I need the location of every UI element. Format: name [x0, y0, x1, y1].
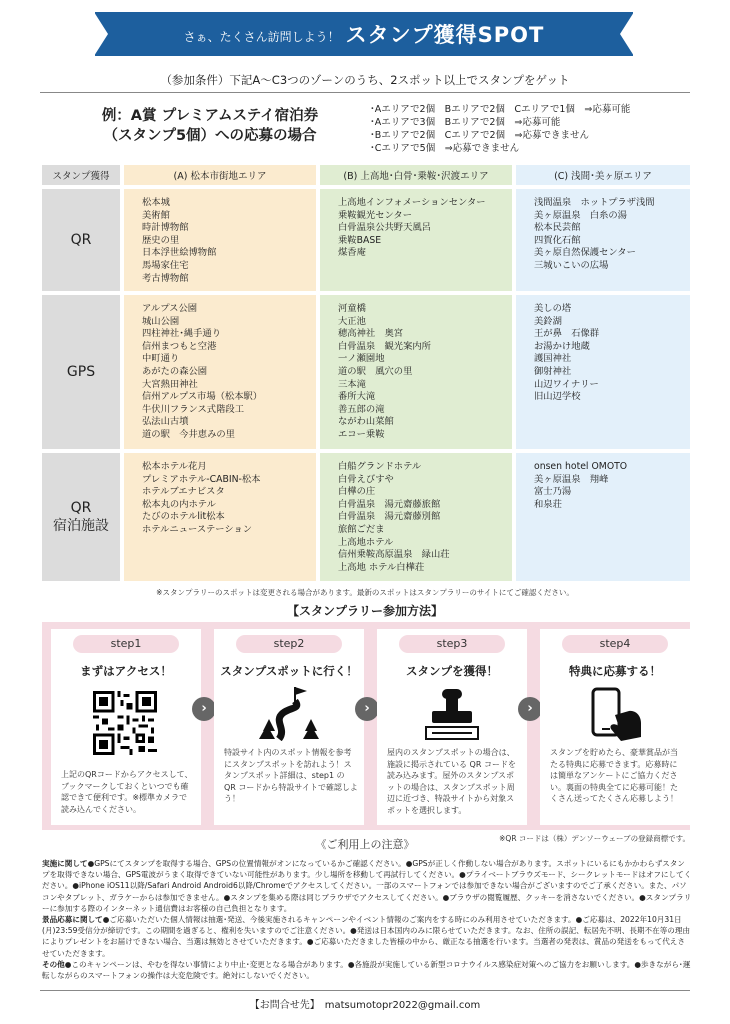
row-label-text: QR [70, 500, 92, 516]
contact-info[interactable]: 【お問合せ先】 matsumotopr2022@gmail.com [249, 1000, 481, 1011]
step-text: 上記のQRコードからアクセスして、ブックマークしておくといつでも確認できて便利です。※標準カメラで読み込んでください。 [61, 770, 193, 814]
howto-title: 【スタンプラリー参加方法】 [286, 604, 443, 618]
title-banner [95, 12, 633, 56]
cell-lodging-area-b: 白船グランドホテル 白骨えびすや 白樺の庄 白骨温泉 湯元齋藤旅館 白骨温泉 湯元齋藤別館 旅館ごだま 上高地ホテル 信州乗鞍高原温泉 緑山荘 上高地 ホテル白樺荘 [320, 453, 512, 581]
cell-gps-area-a: アルプス公園 城山公園 四柱神社･縄手通り 信州まつもと空港 中町通り あがたの森公園 大宮熱田神社 信州アルプス市場（松本駅） 牛伏川フランス式階段工 弘法山古墳 道の駅 今井恵みの里 [124, 295, 316, 449]
step-card-1 [51, 629, 201, 825]
row-label-subtext: 宿泊施設 [53, 518, 109, 534]
step-title: まずはアクセス！ [80, 664, 172, 678]
step-card-2 [214, 629, 364, 825]
step-title: 特典に応募する！ [569, 664, 661, 678]
note-body: ●このキャンペーンは、やむを得ない事情により中止･変更となる場合があります。●各施設が実施している新型コロナウイルス感染症対策へのご協力をお願いします。●歩きながら･運転しながらのスマートフォンの操作は大変危険です。絶対にしないでください。 [42, 959, 691, 981]
row-label-qr-lodging [42, 453, 120, 581]
row-label-qr [42, 189, 120, 291]
header-area-c: (C) 浅間･美ヶ原エリア [516, 165, 690, 185]
row-label-gps [42, 295, 120, 449]
note-heading: 実施に関して [42, 859, 88, 868]
step-card-3 [377, 629, 527, 825]
arrow-right-icon: › [518, 697, 542, 721]
step-tag: step3 [399, 635, 505, 653]
divider [40, 92, 690, 93]
step-text: スタンプを貯めたら、豪華賞品が当たる特典に応募できます。応募時には簡単なアンケートにご協力ください。裏面の特典全てに応募可能！たくさん送ってたくさん応募しよう！ [550, 748, 678, 803]
cell-qr-area-a: 松本城 美術館 時計博物館 歴史の里 日本浮世絵博物館 馬場家住宅 考古博物館 [124, 189, 316, 291]
rule-item: ･Bエリアで2個 Cエリアで2個 ⇒応募できません [370, 130, 590, 141]
note-prize [42, 914, 692, 959]
step-title: スタンプスポットに行く！ [220, 664, 358, 678]
divider [40, 990, 690, 991]
step-text: 屋内のスタンプスポットの場合は、施設に掲示されている QR コードを読み込みます。屋外のスタンプスポットの場合は、スタンプスポット周辺に近づき、特設サイトから対象スポットを選択します。 [387, 748, 516, 815]
rule-item: ･Cエリアで5個 ⇒応募できません [370, 143, 520, 154]
qr-code-icon[interactable] [93, 691, 157, 755]
cell-qr-area-b: 上高地インフォメーションセンター 乗鞍観光センター 白骨温泉公共野天風呂 乗鞍BASE 煤香庵 [320, 189, 512, 291]
qr-trademark-note: ※QR コードは（株）デンソーウェーブの登録商標です。 [499, 834, 690, 843]
participation-condition: （参加条件）下記A～C3つのゾーンのうち、2スポット以上でスタンプをゲット [160, 73, 570, 87]
note-body: ●ご応募いただいた個人情報は抽選･発送、今後実施されるキャンペーンやイベント情報のご案内をする時にのみ利用させていただきます。●ご応募は、2022年10月31日(月)23:59受信分が締切です。この期間を過ぎると、権利を失いますのでご注意ください。●発送は日本国内のみに限らせていただきます。なお、住所の誤記、転居先不明、長期不在等の理由によりプレゼントをお届けできない場合、当選は無効とさせていただきます。●ご応募いただきました皆様の中から、厳正なる抽選を行います。当選者の発表は、賞品の発送をもって代えさせていただきます。 [42, 915, 691, 958]
note-heading: 景品応募に関して [42, 915, 103, 925]
step-tag: step1 [73, 635, 179, 653]
row-label-text: QR [70, 232, 92, 248]
example-heading [70, 106, 350, 146]
note-body: ●GPSにてスタンプを取得する場合、GPSの位置情報がオンになっているかご確認ください。●GPSが正しく作動しない場合があります。スポットにいるにもかかわらずスタンプを取得できない場合、GPS電波がうまく取得できていない可能性があります。少し場所を移動して再試行してください。●プライベートブラウズモード、シークレットモードはオフにしてください。●iPhone iOS11以降/Safari Android Android6以降/Chromeでアクセスしてください。一部のスマートフォンでは参加できない場合がございますのでご了承ください。また、パソコンやタブレット、ガラケーからは参加できません。●スタンプを集める際は同じブラウザでアクセスしてください。●ブラウザの閲覧履歴、クッキーを消さないでください。●スタンプラリーに参加する際のインターネット通信費はお客様の自己負担となります。 [42, 859, 692, 913]
note-implementation [42, 858, 692, 914]
spot-change-note: ※スタンプラリーのスポットは変更される場合があります。最新のスポットはスタンプラリーのサイトにてご確認ください。 [156, 588, 574, 597]
note-other [42, 959, 692, 981]
note-heading: その他 [42, 959, 65, 969]
example-line-2: （スタンプ5個）への応募の場合 [103, 128, 317, 144]
cell-qr-area-c: 浅間温泉 ホットプラザ浅間 美ヶ原温泉 白糸の湯 松本民芸館 四賀化石館 美ヶ原自然保護センター 三城いこいの広場 [516, 189, 690, 291]
step-title: スタンプを獲得！ [406, 664, 498, 678]
example-rules [370, 103, 630, 155]
step-text: 特設サイト内のスポット情報を参考にスタンプスポットを訪れよう！スタンプスポット詳細は、step1 の QR コードから特設サイトで確認しよう！ [224, 748, 358, 803]
arrow-right-icon: › [355, 697, 379, 721]
banner-subtitle: さぁ、たくさん訪問しよう！ [183, 29, 340, 44]
stamp-icon [422, 687, 482, 743]
example-line-1: 例：A賞 プレミアムステイ宿泊券 [101, 108, 319, 124]
step-tag: step2 [236, 635, 342, 653]
banner-title: スタンプ獲得SPOT [345, 23, 545, 47]
cell-lodging-area-a: 松本ホテル花月 プレミアホテル-CABIN-松本 ホテルブエナビスタ 松本丸の内ホテル たびのホテルlit松本 ホテルニューステーション [124, 453, 316, 581]
step-tag: step4 [562, 635, 668, 653]
usage-notes [42, 858, 692, 981]
cell-lodging-area-c: onsen hotel OMOTO 美ヶ原温泉 翔峰 富士乃湯 和泉荘 [516, 453, 690, 581]
rule-item: ･Aエリアで3個 Bエリアで2個 ⇒応募可能 [370, 117, 561, 128]
row-label-text: GPS [66, 364, 96, 380]
smartphone-tap-icon [585, 685, 645, 745]
rule-item: ･Aエリアで2個 Bエリアで2個 Cエリアで1個 ⇒応募可能 [370, 104, 631, 115]
step-card-4 [540, 629, 690, 825]
cell-gps-area-c: 美しの塔 美鈴湖 王が鼻 石像群 お湯かけ地蔵 護国神社 御射神社 山辺ワイナリー 旧山辺学校 [516, 295, 690, 449]
arrow-right-icon: › [192, 697, 216, 721]
cell-gps-area-b: 河童橋 大正池 穂高神社 奥宮 白骨温泉 観光案内所 一ノ瀬園地 道の駅 風穴の里 三本滝 番所大滝 善五郎の滝 ながわ山菜館 エコー乗鞍 [320, 295, 512, 449]
caution-title: 《ご利用上の注意》 [315, 838, 415, 851]
header-area-b: (B) 上高地･白骨･乗鞍･沢渡エリア [320, 165, 512, 185]
header-area-a: (A) 松本市街地エリア [124, 165, 316, 185]
path-flag-icon [257, 685, 321, 741]
header-stamp-type: スタンプ獲得 [42, 165, 120, 185]
